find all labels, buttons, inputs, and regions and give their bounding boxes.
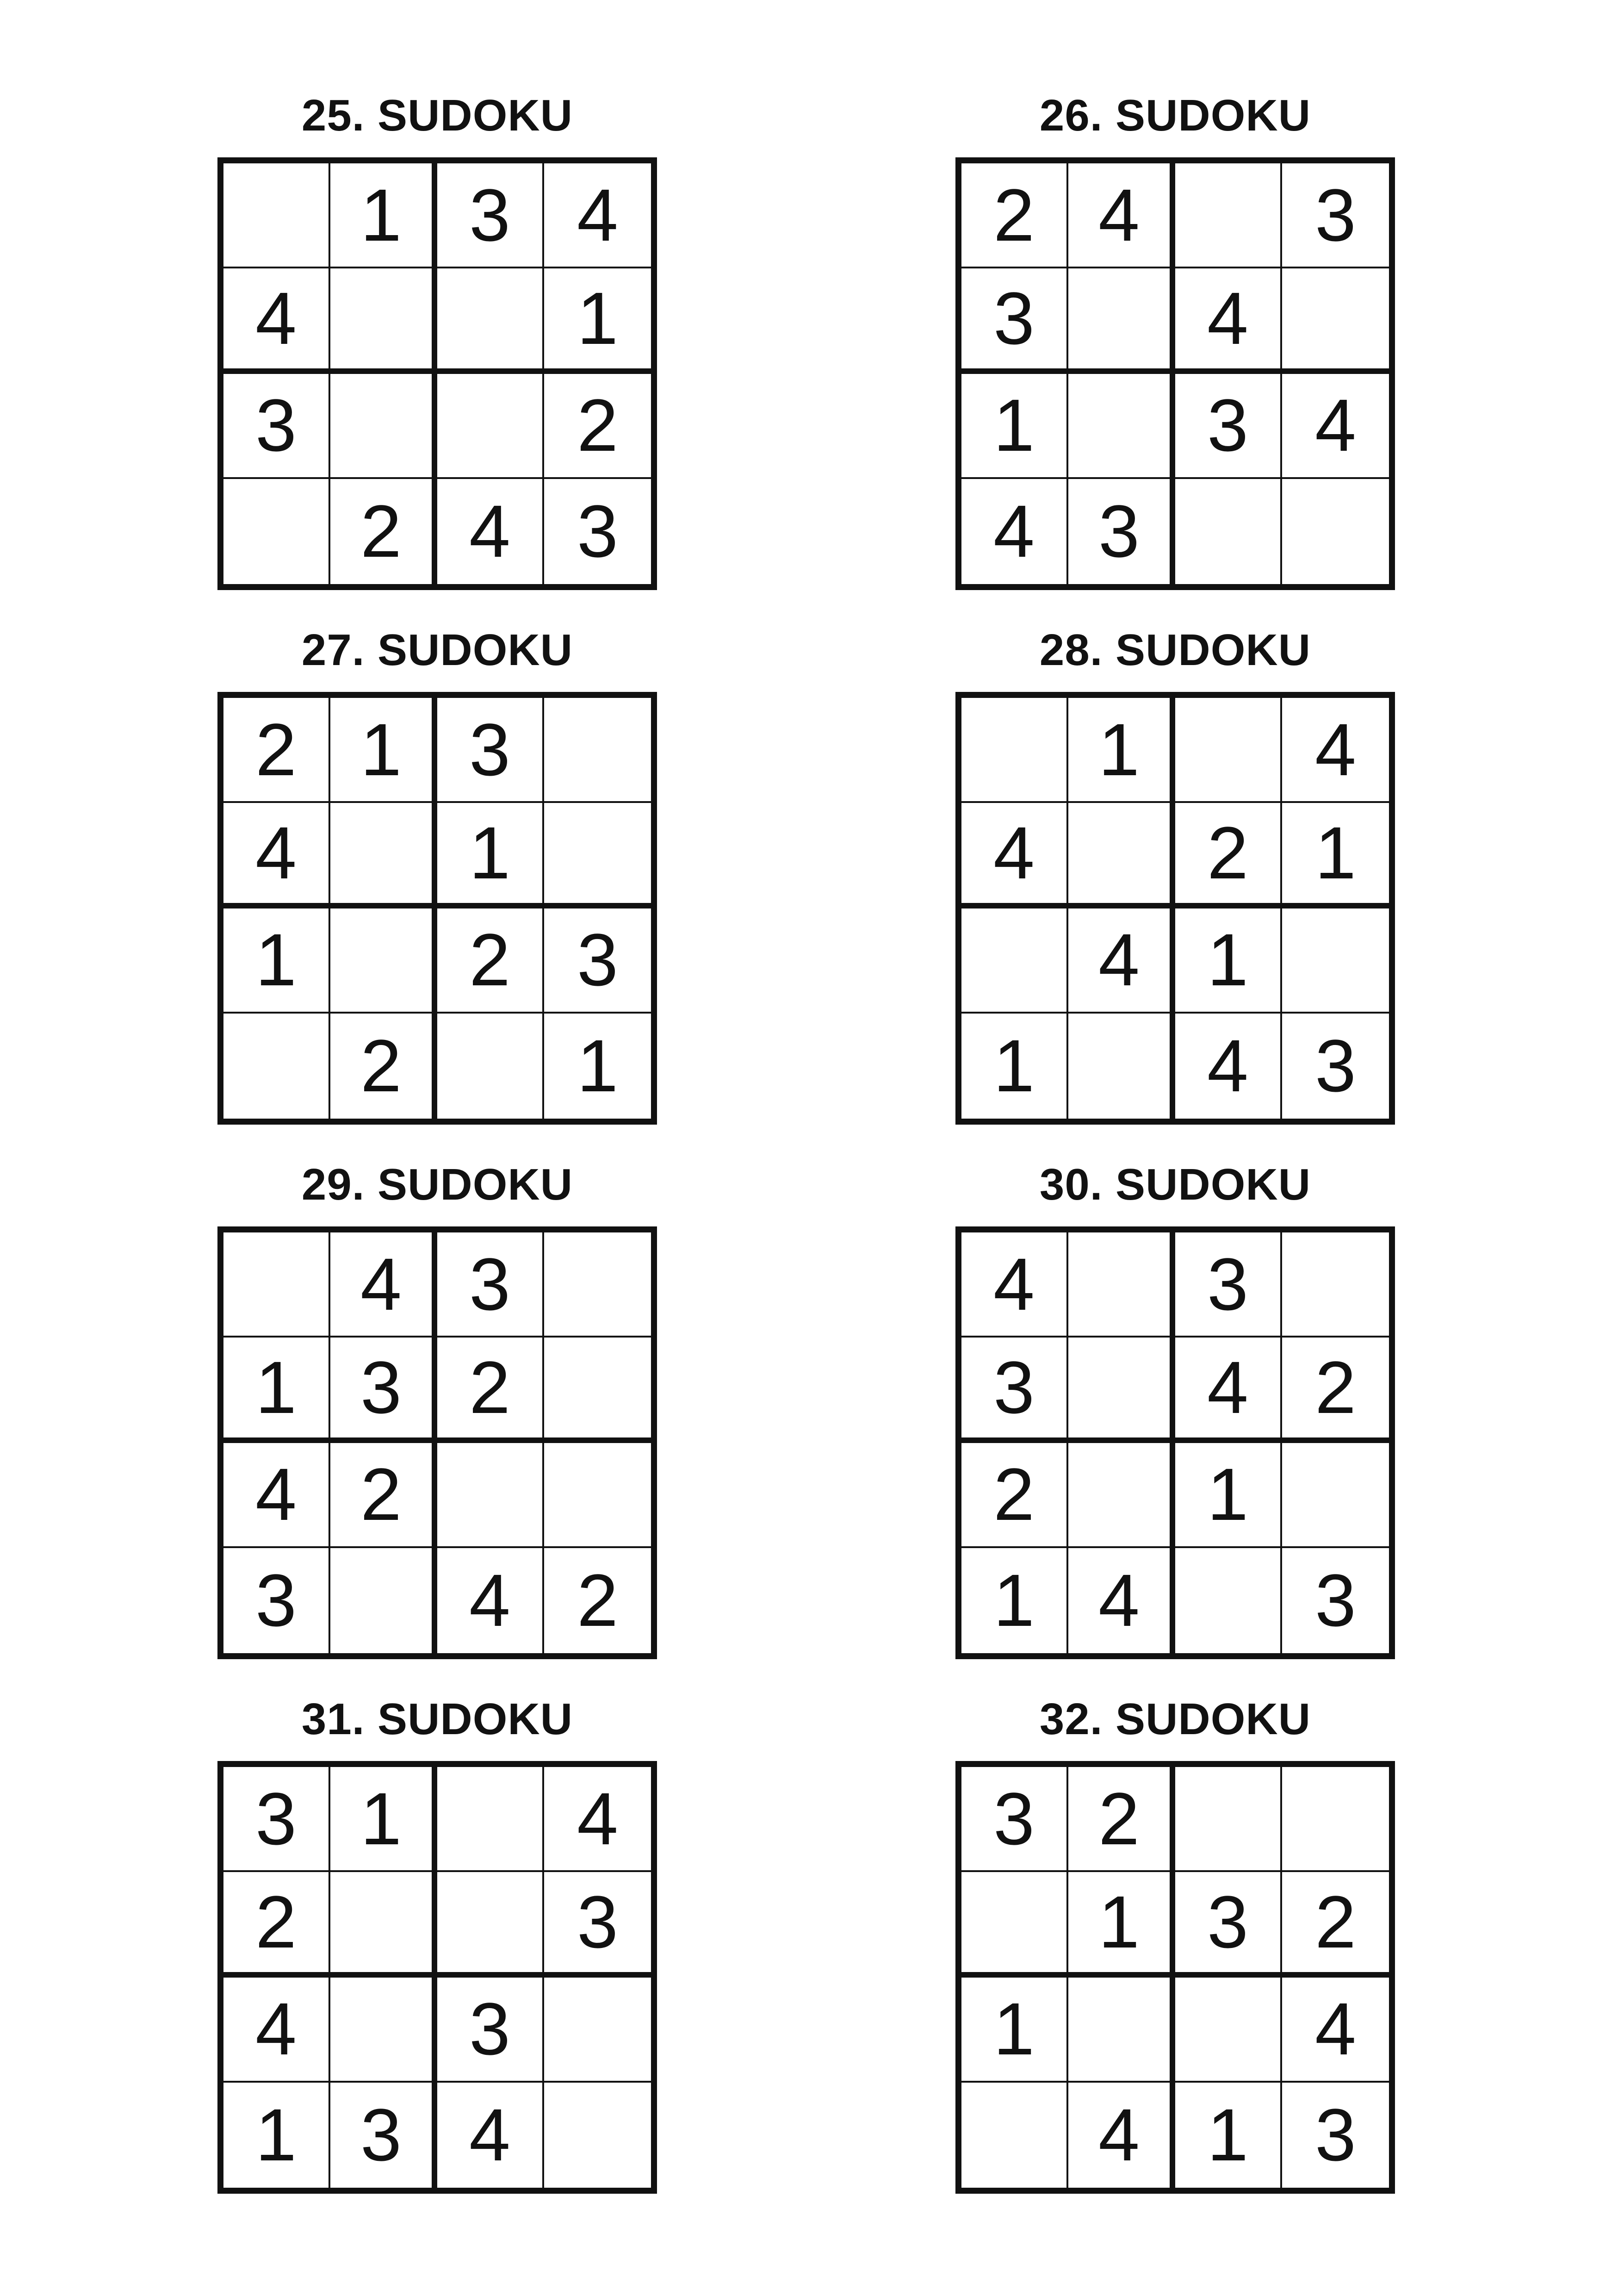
empty-cell[interactable]	[1068, 803, 1175, 908]
empty-cell[interactable]	[1068, 1443, 1175, 1548]
given-digit-cell[interactable]: 1	[1068, 1872, 1175, 1977]
given-digit-cell[interactable]: 2	[223, 698, 330, 803]
puzzle-title: 26. SUDOKU	[1039, 91, 1311, 140]
given-digit-cell[interactable]: 4	[1175, 1338, 1282, 1443]
given-digit-cell[interactable]: 3	[330, 1338, 437, 1443]
given-digit-cell[interactable]: 3	[223, 1548, 330, 1653]
given-digit-cell[interactable]: 3	[437, 1232, 544, 1338]
given-digit-cell[interactable]: 2	[330, 1014, 437, 1119]
given-digit-cell[interactable]: 3	[437, 1978, 544, 2083]
empty-cell[interactable]	[1068, 1232, 1175, 1338]
given-digit-cell[interactable]: 2	[1282, 1872, 1389, 1977]
given-digit-cell[interactable]: 1	[1175, 2083, 1282, 2188]
empty-cell[interactable]	[330, 1978, 437, 2083]
given-digit-cell[interactable]: 1	[330, 1767, 437, 1872]
empty-cell[interactable]	[437, 1872, 544, 1977]
given-digit-cell[interactable]: 1	[330, 698, 437, 803]
given-digit-cell[interactable]: 2	[577, 1559, 618, 1642]
given-digit-cell[interactable]: 2	[1068, 1767, 1175, 1872]
given-digit-cell[interactable]: 3	[1175, 374, 1282, 479]
given-digit-cell[interactable]: 1	[1068, 698, 1175, 803]
empty-cell[interactable]	[1175, 1548, 1282, 1653]
given-digit-cell[interactable]: 4	[1068, 163, 1175, 268]
given-digit-cell[interactable]: 4	[330, 1232, 437, 1338]
empty-cell[interactable]	[961, 2083, 1068, 2188]
given-digit-cell[interactable]: 2	[437, 1338, 544, 1443]
given-digit-cell[interactable]: 2	[961, 163, 1068, 268]
puzzle-title: 25. SUDOKU	[301, 91, 573, 140]
empty-cell[interactable]	[1282, 1767, 1389, 1872]
given-digit-cell[interactable]: 1	[223, 908, 330, 1014]
given-digit-cell[interactable]: 3	[961, 268, 1068, 373]
empty-cell[interactable]	[1282, 1232, 1389, 1338]
given-digit-cell[interactable]: 1	[961, 374, 1068, 479]
sudoku-grid	[217, 692, 657, 1125]
sudoku-grid	[955, 157, 1395, 590]
given-digit-cell[interactable]: 3	[544, 908, 651, 1014]
given-digit-cell[interactable]: 3	[577, 490, 618, 573]
given-digit-cell[interactable]: 1	[1175, 1443, 1282, 1548]
empty-cell[interactable]	[544, 803, 651, 908]
given-digit-cell[interactable]: 3	[1315, 2093, 1356, 2177]
given-digit-cell[interactable]: 1	[223, 2083, 330, 2188]
given-digit-cell[interactable]: 4	[437, 1548, 544, 1653]
empty-cell[interactable]	[223, 479, 330, 584]
empty-cell[interactable]	[1068, 268, 1175, 373]
given-digit-cell[interactable]: 1	[330, 163, 437, 268]
empty-cell[interactable]	[961, 698, 1068, 803]
given-digit-cell[interactable]: 1	[437, 803, 544, 908]
empty-cell[interactable]	[1282, 479, 1389, 584]
empty-cell[interactable]	[1282, 1443, 1389, 1548]
empty-cell[interactable]	[961, 908, 1068, 1014]
empty-cell[interactable]	[223, 1014, 330, 1119]
given-digit-cell[interactable]: 2	[1175, 803, 1282, 908]
given-digit-cell[interactable]: 4	[223, 1443, 330, 1548]
given-digit-cell[interactable]: 1	[1175, 908, 1282, 1014]
given-digit-cell[interactable]: 3	[1315, 1559, 1356, 1642]
empty-cell[interactable]	[1068, 1014, 1175, 1119]
empty-cell[interactable]	[544, 698, 651, 803]
given-digit-cell[interactable]: 1	[223, 1338, 330, 1443]
given-digit-cell[interactable]: 3	[437, 698, 544, 803]
empty-cell[interactable]	[1068, 1338, 1175, 1443]
given-digit-cell[interactable]: 4	[223, 803, 330, 908]
empty-cell[interactable]	[1175, 163, 1282, 268]
empty-cell[interactable]	[1175, 1767, 1282, 1872]
empty-cell[interactable]	[961, 1872, 1068, 1977]
sudoku-grid	[955, 692, 1395, 1125]
empty-cell[interactable]	[1175, 479, 1282, 584]
given-digit-cell[interactable]: 1	[544, 268, 651, 373]
empty-cell[interactable]	[544, 1978, 651, 2083]
given-digit-cell[interactable]: 4	[223, 268, 330, 373]
given-digit-cell[interactable]: 4	[961, 1232, 1068, 1338]
empty-cell[interactable]	[1068, 1978, 1175, 2083]
given-digit-cell[interactable]: 4	[1175, 268, 1282, 373]
empty-cell[interactable]	[1068, 374, 1175, 479]
given-digit-cell[interactable]: 2	[437, 908, 544, 1014]
given-digit-cell[interactable]: 4	[437, 479, 544, 584]
empty-cell[interactable]	[330, 1872, 437, 1977]
puzzle-title: 28. SUDOKU	[1039, 625, 1311, 675]
given-digit-cell[interactable]: 4	[1282, 1978, 1389, 2083]
given-digit-cell[interactable]: 1	[961, 1014, 1068, 1119]
given-digit-cell[interactable]: 3	[223, 1767, 330, 1872]
given-digit-cell[interactable]: 3	[544, 1872, 651, 1977]
given-digit-cell[interactable]: 2	[223, 1872, 330, 1977]
sudoku-grid	[217, 1226, 657, 1659]
given-digit-cell[interactable]: 1	[1282, 803, 1389, 908]
given-digit-cell[interactable]: 4	[1282, 698, 1389, 803]
given-digit-cell[interactable]: 4	[961, 803, 1068, 908]
given-digit-cell[interactable]: 4	[437, 2083, 544, 2188]
given-digit-cell[interactable]: 2	[961, 1443, 1068, 1548]
empty-cell[interactable]	[1282, 908, 1389, 1014]
given-digit-cell[interactable]: 4	[1068, 2083, 1175, 2188]
given-digit-cell[interactable]: 2	[330, 479, 437, 584]
given-digit-cell[interactable]: 1	[577, 1024, 618, 1108]
given-digit-cell[interactable]: 4	[1175, 1014, 1282, 1119]
given-digit-cell[interactable]: 1	[961, 1978, 1068, 2083]
given-digit-cell[interactable]: 3	[961, 1338, 1068, 1443]
empty-cell[interactable]	[1175, 698, 1282, 803]
empty-cell[interactable]	[1175, 1978, 1282, 2083]
sudoku-grid	[217, 157, 657, 590]
given-digit-cell[interactable]: 3	[1315, 1024, 1356, 1108]
empty-cell[interactable]	[544, 2083, 651, 2188]
given-digit-cell[interactable]: 4	[1068, 908, 1175, 1014]
empty-cell[interactable]	[437, 1014, 544, 1119]
empty-cell[interactable]	[437, 374, 544, 479]
puzzle-title: 32. SUDOKU	[1039, 1694, 1311, 1744]
empty-cell[interactable]	[330, 268, 437, 373]
given-digit-cell[interactable]: 3	[1175, 1232, 1282, 1338]
empty-cell[interactable]	[437, 1767, 544, 1872]
given-digit-cell[interactable]: 3	[330, 2083, 437, 2188]
empty-cell[interactable]	[223, 1232, 330, 1338]
given-digit-cell[interactable]: 4	[961, 479, 1068, 584]
given-digit-cell[interactable]: 4	[544, 163, 651, 268]
given-digit-cell[interactable]: 2	[544, 374, 651, 479]
empty-cell[interactable]	[330, 908, 437, 1014]
puzzle-title: 27. SUDOKU	[301, 625, 573, 675]
puzzle-title: 30. SUDOKU	[1039, 1160, 1311, 1209]
sudoku-grid	[955, 1761, 1395, 2194]
empty-cell[interactable]	[437, 268, 544, 373]
empty-cell[interactable]	[544, 1232, 651, 1338]
empty-cell[interactable]	[437, 1443, 544, 1548]
empty-cell[interactable]	[330, 1548, 437, 1653]
sudoku-grid	[955, 1226, 1395, 1659]
given-digit-cell[interactable]: 3	[223, 374, 330, 479]
given-digit-cell[interactable]: 3	[1068, 479, 1175, 584]
given-digit-cell[interactable]: 4	[1068, 1548, 1175, 1653]
given-digit-cell[interactable]: 3	[1175, 1872, 1282, 1977]
given-digit-cell[interactable]: 2	[1282, 1338, 1389, 1443]
sudoku-grid	[217, 1761, 657, 2194]
given-digit-cell[interactable]: 2	[330, 1443, 437, 1548]
given-digit-cell[interactable]: 4	[223, 1978, 330, 2083]
empty-cell[interactable]	[330, 374, 437, 479]
given-digit-cell[interactable]: 1	[961, 1548, 1068, 1653]
given-digit-cell[interactable]: 3	[1282, 163, 1389, 268]
given-digit-cell[interactable]: 4	[1282, 374, 1389, 479]
puzzle-title: 31. SUDOKU	[301, 1694, 573, 1744]
given-digit-cell[interactable]: 3	[961, 1767, 1068, 1872]
empty-cell[interactable]	[544, 1338, 651, 1443]
empty-cell[interactable]	[544, 1443, 651, 1548]
empty-cell[interactable]	[223, 163, 330, 268]
empty-cell[interactable]	[1282, 268, 1389, 373]
given-digit-cell[interactable]: 4	[544, 1767, 651, 1872]
given-digit-cell[interactable]: 3	[437, 163, 544, 268]
puzzle-title: 29. SUDOKU	[301, 1160, 573, 1209]
empty-cell[interactable]	[330, 803, 437, 908]
